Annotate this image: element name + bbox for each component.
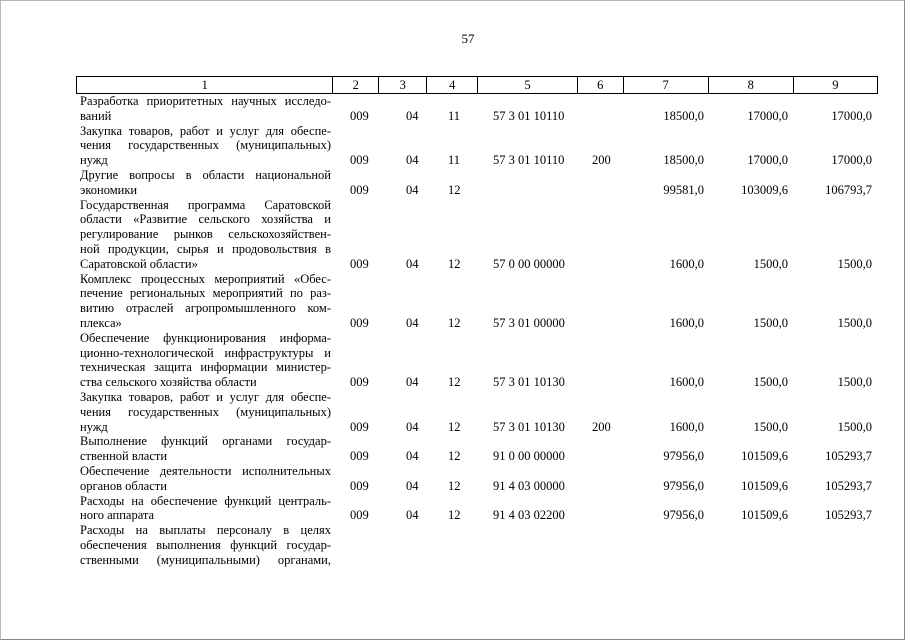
admin-code-cell: 009 [350, 478, 369, 493]
amount-year1-cell: 97956,0 [663, 478, 704, 493]
description-line: ственной власти [80, 449, 168, 464]
target-article-cell: 57 3 01 10110 [493, 108, 565, 123]
admin-code-cell: 009 [350, 256, 369, 271]
admin-code-cell: 009 [350, 508, 369, 523]
amount-year1-cell: 18500,0 [663, 153, 704, 168]
amount-year3-cell: 106793,7 [825, 182, 872, 197]
row-values [80, 479, 880, 494]
row-values [80, 109, 880, 124]
target-article-cell: 57 0 00 00000 [493, 256, 565, 271]
admin-code-cell: 009 [350, 449, 369, 464]
amount-year3-cell: 105293,7 [825, 449, 872, 464]
description-line: Государственная программа Саратовской [80, 197, 331, 212]
amount-year2-cell: 1500,0 [753, 256, 788, 271]
amount-year2-cell: 17000,0 [747, 108, 788, 123]
description-line: Разработка приоритетных научных исследо- [80, 94, 331, 108]
target-article-cell: 91 4 03 00000 [493, 478, 565, 493]
amount-year1-cell: 18500,0 [663, 108, 704, 123]
subsection-cell: 11 [448, 153, 461, 168]
description-line: регулирование рынков сельскохозяйствен- [80, 227, 331, 242]
amount-year2-cell: 101509,6 [741, 508, 788, 523]
target-article-cell: 91 4 03 02200 [493, 508, 565, 523]
target-article-cell: 57 3 01 00000 [493, 315, 565, 330]
description-line: Закупка товаров, работ и услуг для обеспе- [80, 123, 331, 138]
section-cell: 04 [406, 419, 419, 434]
row-values [80, 508, 880, 523]
expense-type-cell: 200 [592, 419, 611, 434]
amount-year3-cell: 17000,0 [831, 108, 872, 123]
section-cell: 04 [406, 508, 419, 523]
amount-year2-cell: 17000,0 [747, 153, 788, 168]
target-article-cell: 57 3 01 10130 [493, 375, 565, 390]
table-row [80, 434, 880, 464]
description-line: ной продукции, сырья и продовольствия в [80, 241, 331, 256]
admin-code-cell: 009 [350, 182, 369, 197]
description-line: Обеспечение функционирования информа- [80, 330, 331, 345]
description-line: техническая защита информации министер- [80, 360, 331, 375]
description-line: Саратовской области» [80, 256, 198, 271]
table-row [80, 464, 880, 494]
description-line: Выполнение функций органами государ- [80, 434, 331, 449]
admin-code-cell: 009 [350, 108, 369, 123]
subsection-cell: 12 [448, 449, 461, 464]
description-line: ваний [80, 108, 112, 123]
table-row [80, 198, 880, 272]
description-line: экономики [80, 182, 138, 197]
amount-year2-cell: 101509,6 [741, 449, 788, 464]
admin-code-cell: 009 [350, 153, 369, 168]
amount-year3-cell: 1500,0 [837, 419, 872, 434]
description-line: чения государственных (муниципальных) [80, 404, 331, 419]
table-header-row [76, 76, 878, 94]
description-line: витию отраслей агропромышленного ком- [80, 301, 331, 316]
row-values [80, 183, 880, 198]
admin-code-cell: 009 [350, 375, 369, 390]
target-article-cell: 91 0 00 00000 [493, 449, 565, 464]
row-values [80, 153, 880, 168]
amount-year1-cell: 97956,0 [663, 449, 704, 464]
amount-year3-cell: 1500,0 [837, 256, 872, 271]
table-row [80, 523, 880, 567]
description-line: Комплекс процессных мероприятий «Обес- [80, 271, 331, 286]
amount-year3-cell: 105293,7 [825, 508, 872, 523]
column-header-5: 5 [478, 77, 578, 93]
description-line: обеспечения выполнения функций государ- [80, 537, 331, 552]
amount-year1-cell: 97956,0 [663, 508, 704, 523]
description-line: Обеспечение деятельности исполнительных [80, 463, 331, 478]
description-line: Закупка товаров, работ и услуг для обеспе- [80, 389, 331, 404]
table-body [80, 94, 880, 568]
section-cell: 04 [406, 315, 419, 330]
subsection-cell: 11 [448, 108, 461, 123]
section-cell: 04 [406, 256, 419, 271]
amount-year3-cell: 105293,7 [825, 478, 872, 493]
amount-year1-cell: 1600,0 [669, 315, 704, 330]
subsection-cell: 12 [448, 375, 461, 390]
admin-code-cell: 009 [350, 315, 369, 330]
amount-year2-cell: 103009,6 [741, 182, 788, 197]
column-header-6: 6 [578, 77, 624, 93]
section-cell: 04 [406, 182, 419, 197]
target-article-cell: 57 3 01 10130 [493, 419, 565, 434]
description-line: ного аппарата [80, 508, 155, 523]
column-header-2: 2 [333, 77, 379, 93]
row-values [80, 375, 880, 390]
subsection-cell: 12 [448, 256, 461, 271]
amount-year2-cell: 1500,0 [753, 419, 788, 434]
description-line: области «Развитие сельского хозяйства и [80, 212, 331, 227]
amount-year3-cell: 17000,0 [831, 153, 872, 168]
section-cell: 04 [406, 375, 419, 390]
section-cell: 04 [406, 478, 419, 493]
amount-year2-cell: 1500,0 [753, 375, 788, 390]
column-header-3: 3 [379, 77, 428, 93]
admin-code-cell: 009 [350, 419, 369, 434]
subsection-cell: 12 [448, 315, 461, 330]
table-row [80, 168, 880, 198]
description-line: Расходы на выплаты персоналу в целях [80, 523, 331, 538]
table-row [80, 390, 880, 434]
column-header-1: 1 [77, 77, 333, 93]
description-line: нужд [80, 419, 108, 434]
row-values [80, 257, 880, 272]
section-cell: 04 [406, 449, 419, 464]
description-line: плекса» [80, 315, 122, 330]
column-header-8: 8 [709, 77, 794, 93]
subsection-cell: 12 [448, 182, 461, 197]
amount-year3-cell: 1500,0 [837, 315, 872, 330]
amount-year1-cell: 1600,0 [669, 375, 704, 390]
subsection-cell: 12 [448, 478, 461, 493]
amount-year1-cell: 1600,0 [669, 419, 704, 434]
section-cell: 04 [406, 108, 419, 123]
expense-type-cell: 200 [592, 153, 611, 168]
section-cell: 04 [406, 153, 419, 168]
description-line: органов области [80, 478, 167, 493]
description-line: ства сельского хозяйства области [80, 375, 257, 390]
amount-year3-cell: 1500,0 [837, 375, 872, 390]
description-line: печение региональных мероприятий по раз- [80, 286, 331, 301]
table-row [80, 331, 880, 390]
row-values [80, 316, 880, 331]
amount-year1-cell: 1600,0 [669, 256, 704, 271]
description-line: ционно-технологической инфраструктуры и [80, 345, 331, 360]
row-values [80, 420, 880, 435]
column-header-7: 7 [624, 77, 709, 93]
amount-year2-cell: 101509,6 [741, 478, 788, 493]
subsection-cell: 12 [448, 419, 461, 434]
description-line: Другие вопросы в области национальной [80, 167, 331, 182]
target-article-cell: 57 3 01 10110 [493, 153, 565, 168]
row-values [80, 553, 880, 568]
table-row [80, 272, 880, 331]
table-row [80, 494, 880, 524]
page-number: 57 [461, 31, 475, 46]
amount-year2-cell: 1500,0 [753, 315, 788, 330]
description-line: Расходы на обеспечение функций централь- [80, 493, 331, 508]
row-values [80, 449, 880, 464]
table-row [80, 124, 880, 168]
description-line: ственными (муниципальными) органами, [80, 552, 331, 567]
column-header-4: 4 [427, 77, 478, 93]
description-line: нужд [80, 153, 108, 168]
subsection-cell: 12 [448, 508, 461, 523]
amount-year1-cell: 99581,0 [663, 182, 704, 197]
description-line: чения государственных (муниципальных) [80, 138, 331, 153]
column-header-9: 9 [832, 78, 839, 92]
table-row [80, 94, 880, 124]
